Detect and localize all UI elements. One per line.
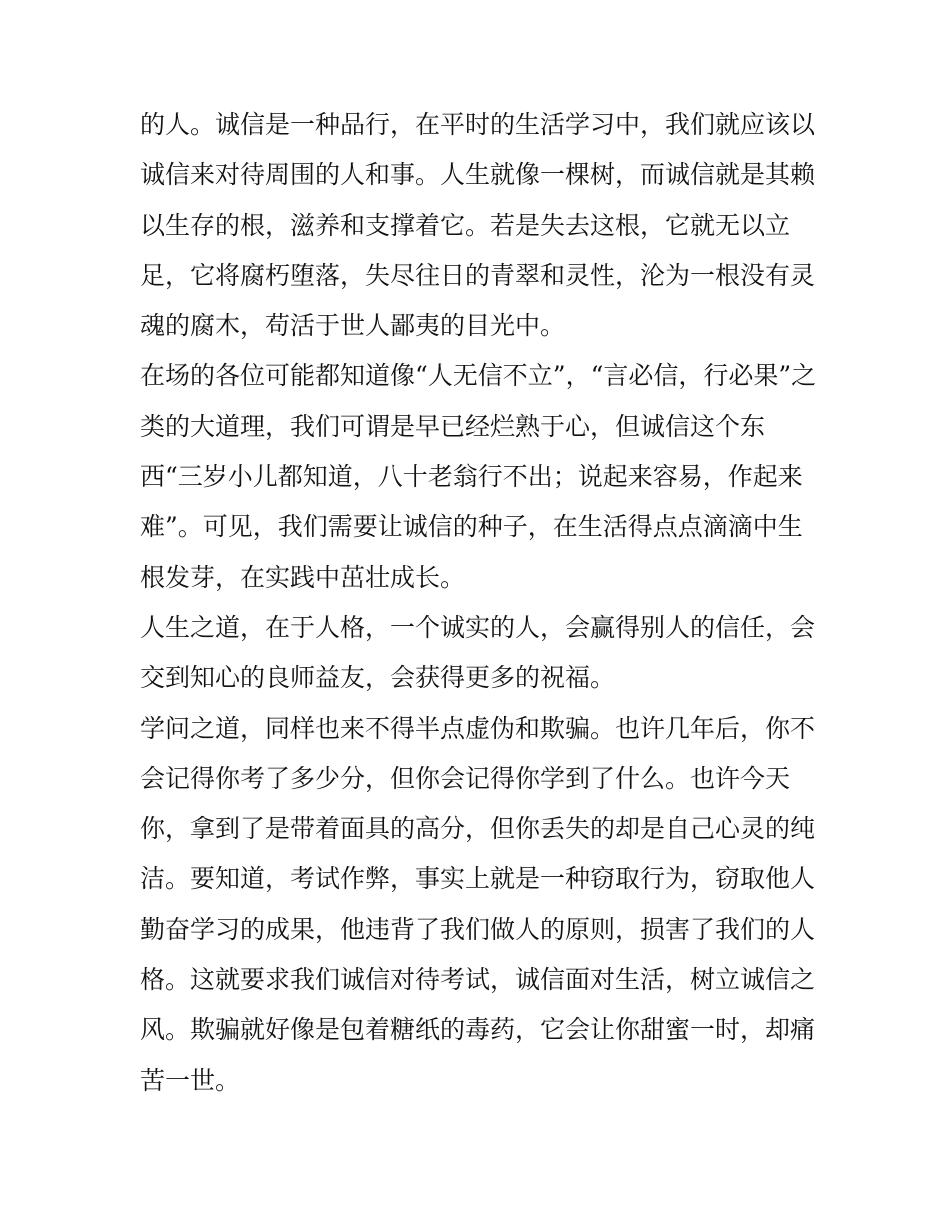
text-line: 会记得你考了多少分，但你会记得你学到了什么。也许今天 xyxy=(140,763,791,793)
text-line: 的人。诚信是一种品行，在平时的生活学习中，我们就应该以 xyxy=(140,110,816,139)
text-line: 魂的腐木，苟活于世人鄙夷的目光中。 xyxy=(140,311,566,341)
text-line: 学问之道，同样也来不得半点虚伪和欺骗。也许几年后，你不 xyxy=(140,713,816,743)
text-line: 风。欺骗就好像是包着糖纸的毒药，它会让你甜蜜一时，却痛 xyxy=(140,1015,816,1045)
text-line: 洁。要知道，考试作弊，事实上就是一种窃取行为，窃取他人 xyxy=(140,864,816,894)
text-line: 西“三岁小儿都知道，八十老翁行不出；说起来容易，作起来 xyxy=(140,462,803,492)
text-line: 交到知心的良师益友，会获得更多的祝福。 xyxy=(140,663,616,693)
document-body xyxy=(140,100,820,1106)
text-line: 难”。可见，我们需要让诚信的种子，在生活得点点滴滴中生 xyxy=(140,512,803,542)
text-line: 你，拿到了是带着面具的高分，但你丢失的却是自己心灵的纯 xyxy=(140,814,816,844)
text-line: 以生存的根，滋养和支撑着它。若是失去这根，它就无以立 xyxy=(140,210,791,240)
text-line: 诚信来对待周围的人和事。人生就像一棵树，而诚信就是其赖 xyxy=(140,160,816,190)
text-line: 人生之道，在于人格，一个诚实的人，会赢得别人的信任，会 xyxy=(140,612,816,642)
text-line: 足，它将腐朽堕落，失尽往日的青翠和灵性，沦为一根没有灵 xyxy=(140,260,816,290)
text-line: 类的大道理，我们可谓是早已经烂熟于心，但诚信这个东 xyxy=(140,411,766,441)
text-line: 根发芽，在实践中茁壮成长。 xyxy=(140,562,466,592)
text-line: 在场的各位可能都知道像“人无信不立”，“言必信，行必果”之 xyxy=(140,361,817,391)
text-line: 苦一世。 xyxy=(140,1065,241,1095)
text-line: 勤奋学习的成果，他违背了我们做人的原则，损害了我们的人 xyxy=(140,914,816,944)
text-line: 格。这就要求我们诚信对待考试，诚信面对生活，树立诚信之 xyxy=(140,965,816,995)
